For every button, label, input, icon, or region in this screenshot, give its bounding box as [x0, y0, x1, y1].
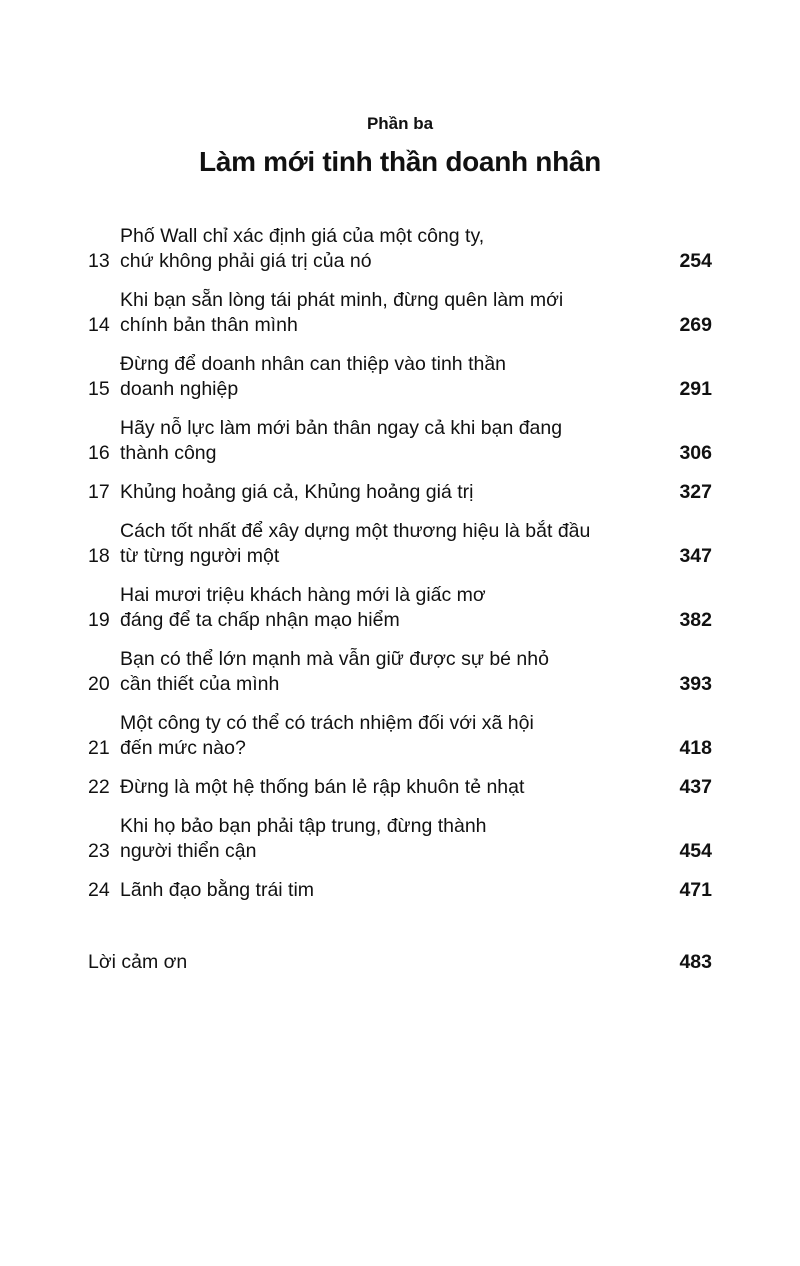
chapter-title: Khi bạn sẵn lòng tái phát minh, đừng quên làm mới chính bản thân mình — [120, 289, 564, 336]
toc-entry — [88, 224, 712, 274]
toc-entry — [88, 480, 712, 505]
toc-entry — [88, 352, 712, 402]
page-number: 418 — [679, 737, 712, 759]
page-number: 454 — [679, 840, 712, 862]
chapter-title: Bạn có thể lớn mạnh mà vẫn giữ được sự bé nhỏ cần thiết của mình — [120, 648, 549, 695]
chapter-number: 20 — [88, 673, 110, 695]
table-of-contents — [88, 224, 712, 917]
toc-entry — [88, 583, 712, 633]
chapter-number: 24 — [88, 879, 110, 901]
page-number: 306 — [679, 442, 712, 464]
chapter-number: 18 — [88, 545, 110, 567]
chapter-number: 16 — [88, 442, 110, 464]
toc-entry — [88, 519, 712, 569]
chapter-number: 21 — [88, 737, 110, 759]
page-number: 327 — [679, 481, 712, 503]
toc-entry — [88, 288, 712, 338]
toc-entry — [88, 647, 712, 697]
chapter-number: 17 — [88, 481, 110, 503]
chapter-number: 22 — [88, 776, 110, 798]
toc-entry — [88, 814, 712, 864]
page-number: 269 — [679, 314, 712, 336]
chapter-title: Một công ty có thể có trách nhiệm đối với xã hội đến mức nào? — [120, 712, 534, 759]
toc-entry — [88, 775, 712, 800]
chapter-number: 14 — [88, 314, 110, 336]
toc-entry — [88, 416, 712, 466]
chapter-number: 13 — [88, 250, 110, 272]
page-number: 347 — [679, 545, 712, 567]
chapter-title: Cách tốt nhất để xây dựng một thương hiệu là bắt đầu từ từng người một — [120, 520, 591, 567]
chapter-title: Khi họ bảo bạn phải tập trung, đừng thành người thiển cận — [120, 815, 487, 862]
chapter-title: Phố Wall chỉ xác định giá của một công ty, chứ không phải giá trị của nó — [120, 225, 485, 272]
page-number: 291 — [679, 378, 712, 400]
part-title: Làm mới tinh thần doanh nhân — [199, 146, 601, 177]
page-number: 382 — [679, 609, 712, 631]
chapter-number: 23 — [88, 840, 110, 862]
page-number: 393 — [679, 673, 712, 695]
chapter-title: Lãnh đạo bằng trái tim — [120, 879, 315, 901]
toc-entry — [88, 711, 712, 761]
page-number: 437 — [679, 776, 712, 798]
page-number: 254 — [679, 250, 712, 272]
chapter-title: Hãy nỗ lực làm mới bản thân ngay cả khi bạn đang thành công — [120, 417, 563, 464]
page-number: 483 — [679, 951, 712, 973]
chapter-title: Hai mươi triệu khách hàng mới là giấc mơ đáng để ta chấp nhận mạo hiểm — [120, 584, 486, 631]
chapter-title: Khủng hoảng giá cả, Khủng hoảng giá trị — [120, 481, 474, 503]
chapter-number: 15 — [88, 378, 110, 400]
acknowledgements-entry — [88, 950, 712, 975]
page-number: 471 — [679, 879, 712, 901]
acknowledgements-title: Lời cảm ơn — [88, 951, 188, 973]
chapter-number: 19 — [88, 609, 110, 631]
toc-entry — [88, 878, 712, 903]
chapter-title: Đừng để doanh nhân can thiệp vào tinh thần doanh nghiệp — [120, 353, 507, 400]
chapter-title: Đừng là một hệ thống bán lẻ rập khuôn tẻ nhạt — [120, 776, 525, 798]
part-label: Phần ba — [366, 114, 434, 133]
